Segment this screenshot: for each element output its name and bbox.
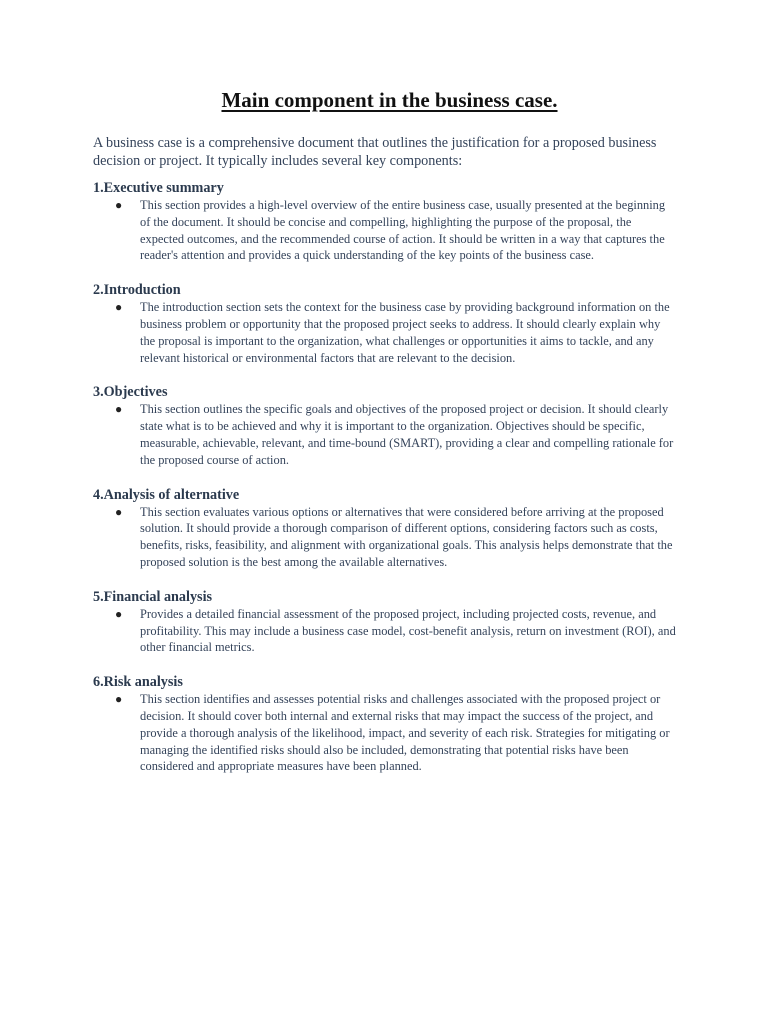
section-heading: 1.Executive summary	[93, 180, 224, 196]
section-financial-analysis	[93, 588, 676, 656]
bullet-text: Provides a detailed financial assessment of the proposed project, including projected costs, revenue, and profitability. This may include a business case model, cost-benefit analysis, return on investment (ROI), and other financial metrics.	[140, 606, 676, 655]
bullet-icon: ●	[115, 198, 123, 212]
bullet-text: The introduction section sets the context for the business case by providing background information on the business problem or opportunity that the proposed project seeks to address. It should clearly explain why the proposal is important to the organization, what challenges or opportunities it aims to tackle, and any relevant historical or environmental factors that are relevant to the decision.	[140, 300, 670, 365]
section-analysis-of-alternative	[93, 486, 676, 571]
list-item	[93, 197, 676, 264]
intro-paragraph: A business case is a comprehensive document that outlines the justification for a proposed business decision or project. It typically includes several key components:	[93, 135, 657, 169]
bullet-icon: ●	[115, 504, 123, 519]
section-heading: 4.Analysis of alternative	[93, 486, 240, 503]
section-heading: 2.Introduction	[93, 282, 181, 299]
section-executive-summary	[93, 179, 676, 264]
list-item	[93, 401, 676, 468]
bullet-list	[93, 606, 676, 656]
section-objectives	[93, 383, 676, 468]
bullet-text: This section evaluates various options or alternatives that were considered before arriving at the proposed solution. It should provide a thorough comparison of different options, considering factors such as costs, benefits, risks, feasibility, and alignment with organizational goals. This analysis helps demonstrate that the proposed solution is the best among the available alternatives.	[140, 504, 673, 569]
document-title: Main component in the business case.	[221, 88, 558, 112]
section-risk-analysis	[93, 673, 676, 775]
section-heading: 3.Objectives	[93, 384, 168, 401]
bullet-list	[93, 691, 676, 775]
bullet-icon: ●	[115, 692, 123, 707]
list-item	[93, 299, 676, 366]
bullet-text: This section identifies and assesses potential risks and challenges associated with the proposed project or decision. It should cover both internal and external risks that may impact the success of the project, and provide a thorough analysis of the likelihood, impact, and severity of each risk. Strategies for mitigating or managing the identified risks should also be included, demonstrating that potential risks have been considered and appropriate measures have been planned.	[140, 692, 670, 774]
bullet-icon: ●	[115, 300, 123, 315]
bullet-text: This section provides a high-level overview of the entire business case, usually presented at the beginning of the document. It should be concise and compelling, highlighting the purpose of the proposal, the expected outcomes, and the recommended course of action. It should be written in a way that captures the reader's attention and provides a quick understanding of the key points of the business case.	[140, 198, 666, 263]
list-item	[93, 504, 676, 571]
bullet-icon: ●	[115, 606, 123, 621]
bullet-list	[93, 401, 676, 468]
list-item	[93, 691, 676, 775]
section-heading: 5.Financial analysis	[93, 588, 213, 605]
bullet-icon: ●	[115, 402, 123, 417]
bullet-list	[93, 197, 676, 264]
section-heading: 6.Risk analysis	[93, 674, 183, 691]
section-introduction	[93, 281, 676, 366]
list-item	[93, 606, 676, 656]
bullet-list	[93, 299, 676, 366]
bullet-text: This section outlines the specific goals and objectives of the proposed project or decision. It should clearly state what is to be achieved and why it is important to the organization. Objectives should be specific, measurable, achievable, relevant, and time-bound (SMART), providing a clear and compelling rationale for the proposed course of action.	[140, 402, 674, 467]
bullet-list	[93, 504, 676, 571]
